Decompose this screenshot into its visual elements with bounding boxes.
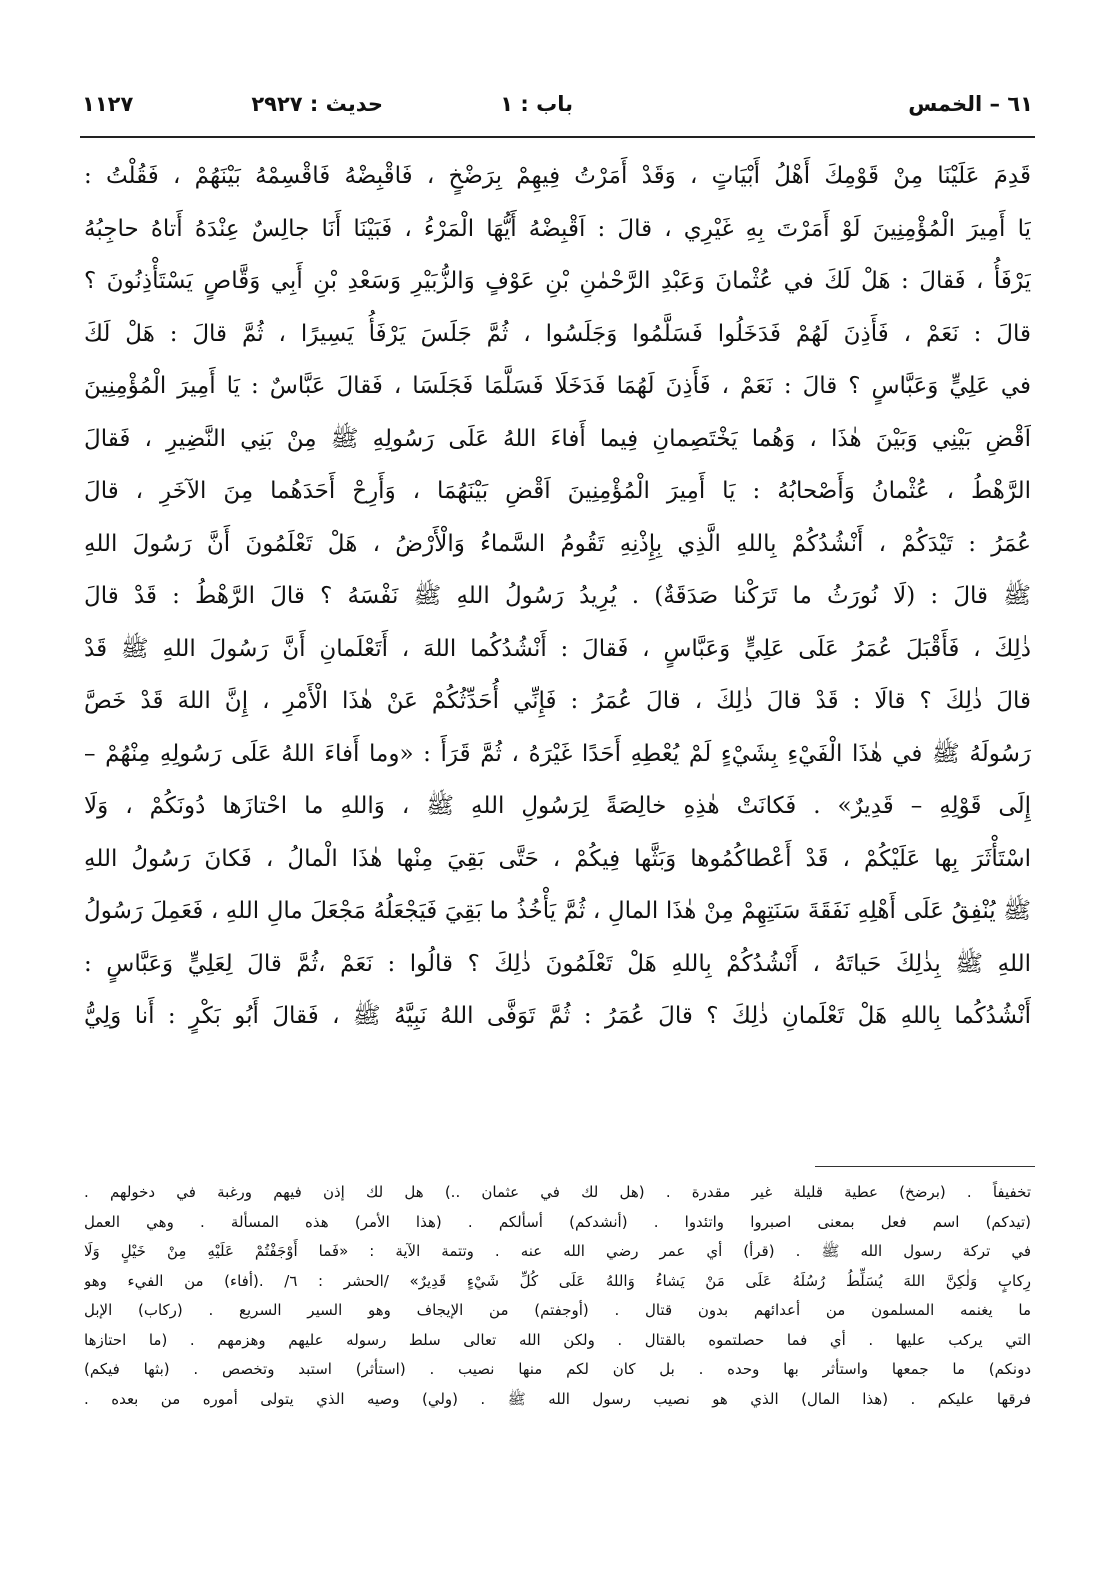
text-line: الرَّهْطُ ، عُثْمانُ وَأَصْحابُهُ : يَا أَمِيرَ الْمُؤْمِنِينَ اَقْضِ بَيْنَهُمَا ، وَأَرِحْ أَحَدَهُما مِنَ الآخَرِ ، قالَ	[84, 478, 1031, 504]
text-line: قالَ ذٰلِكَ ؟ قالَا : قَدْ قالَ ذٰلِكَ ، قالَ عُمَرُ : فَإِنِّي أُحَدِّثُكُمْ عَنْ هٰذَا الْأَمْرِ ، إِنَّ اللهَ قَدْ خَصَّ	[84, 688, 1031, 714]
text-line: في عَلِيٍّ وَعَبَّاسٍ ؟ قالَ : نَعَمْ ، فَأَذِنَ لَهُمَا فَدَخَلَا فَسَلَّمَا فَجَلَسَا ، فَقالَ عَبَّاسٌ : يَا أَمِيرَ الْمُؤْمِنِينَ	[84, 373, 1031, 399]
footnote-line: فرقها عليكم . (هذا المال) الذي هو نصيب رسول الله ﷺ . (ولي) وصيه الذي يتولى أموره من بعده .	[84, 1389, 1031, 1408]
text-line: قالَ : نَعَمْ ، فَأَذِنَ لَهُمْ فَدَخَلُوا فَسَلَّمُوا وَجَلَسُوا ، ثُمَّ جَلَسَ يَرْفَأُ يَسِيرًا ، ثُمَّ قالَ : هَلْ لَكَ	[84, 320, 1031, 347]
chapter-title: ٦١ – الخمس	[908, 92, 1033, 116]
text-line: عُمَرُ : تَيْدَكُمْ ، أَنْشُدُكُمْ بِاللهِ الَّذِي بِإِذْنِهِ تَقُومُ السَّماءُ وَالْأَرْضُ ، هَلْ تَعْلَمُونَ أَنَّ رَسُولَ اللهِ	[84, 530, 1031, 557]
footnote-line: تخفيفاً . (برضخ) عطية قليلة غير مقدرة . (هل لك في عثمان ..) هل لك إذن فيهم ورغبة في دخولهم .	[84, 1183, 1031, 1201]
footnote-line: في تركة رسول الله ﷺ . (قرأ) أي عمر رضي الله عنه . وتتمة الآية : «فَما أَوْجَفْتُمْ عَلَيْهِ مِنْ خَيْلٍ وَلَا	[84, 1242, 1031, 1260]
text-line: يَرْفَأُ ، فَقالَ : هَلْ لَكَ في عُثْمانَ وَعَبْدِ الرَّحْمٰنِ بْنِ عَوْفٍ وَالزُّبَيْرِ وَسَعْدِ بْنِ أَبِي وَقَّاصٍ يَسْتَأْذِنُونَ ؟	[84, 268, 1031, 294]
footnote-line: دونكم) ما جمعها واستأثر بها وحده . بل كان لكم منها نصيب . (استأثر) استبد وتخصص . (بثها فيكم)	[84, 1360, 1031, 1378]
footnote-line: التي يركب عليها . أي فما حصلتموه بالقتال . ولكن الله تعالى سلط رسوله عليهم وهزمهم . (ما احتازها	[84, 1330, 1031, 1349]
text-line: قَدِمَ عَلَيْنَا مِنْ قَوْمِكَ أَهْلُ أَبْيَاتٍ ، وَقَدْ أَمَرْتُ فِيهِمْ بِرَضْخٍ ، فَاقْبِضْهُ فَاقْسِمْهُ بَيْنَهُمْ ، فَقُلْتُ :	[84, 163, 1031, 189]
footnote-separator	[815, 1166, 1035, 1167]
bab-label: باب : ١	[500, 92, 573, 116]
footnote-line: ما يغنمه المسلمون من أعدائهم بدون قتال . (أوجفتم) من الإيجاف وهو السير السريع . (ركاب) الإبل	[84, 1301, 1031, 1319]
hadith-number: حديث : ٢٩٢٧	[251, 92, 383, 116]
text-line: ﷺ قالَ : (لَا نُورَثُ ما تَرَكْنا صَدَقَةٌ) . يُرِيدُ رَسُولُ اللهِ ﷺ نَفْسَهُ ؟ قالَ الرَّهْطُ : قَدْ قالَ	[84, 583, 1031, 609]
text-line: ذٰلِكَ ، فَأَقْبَلَ عُمَرُ عَلَى عَلِيٍّ وَعَبَّاسٍ ، فَقالَ : أَنْشُدُكُما اللهَ ، أَتَعْلَمانِ أَنَّ رَسُولَ اللهِ ﷺ قَدْ	[84, 635, 1031, 662]
text-line: اَقْضِ بَيْنِي وَبَيْنَ هٰذَا ، وَهُما يَخْتَصِمانِ فِيما أَفاءَ اللهُ عَلَى رَسُولِهِ ﷺ مِنْ بَنِي النَّضِيرِ ، فَقالَ	[84, 425, 1031, 452]
text-line: إِلَى قَوْلِهِ – قَدِيرٌ» . فَكانَتْ هٰذِهِ خالِصَةً لِرَسُولِ اللهِ ﷺ ، وَاللهِ ما احْتازَها دُونَكُمْ ، وَلَا	[84, 793, 1031, 819]
text-line: رَسُولَهُ ﷺ في هٰذَا الْفَيْءِ بِشَيْءٍ لَمْ يُعْطِهِ أَحَدًا غَيْرَهُ ، ثُمَّ قَرَأَ : «وما أَفاءَ اللهُ عَلَى رَسُولِهِ مِنْهُمْ –	[84, 740, 1031, 767]
page-header	[82, 84, 1033, 124]
footnote-line: رِكابٍ وَلٰكِنَّ اللهَ يُسَلِّطُ رُسُلَهُ عَلَى مَنْ يَشاءُ وَاللهُ عَلَى كُلِّ شَيْءٍ قَدِيرٌ» /الحشر : ٦/ .(أفاء) من الفيء وهو	[84, 1271, 1031, 1290]
text-line: اللهِ ﷺ بِذٰلِكَ حَياتَهُ ، أَنْشُدُكُمْ بِاللهِ هَلْ تَعْلَمُونَ ذٰلِكَ ؟ قالُوا : نَعَمْ ،ثُمَّ قالَ لِعَلِيٍّ وَعَبَّاسٍ :	[84, 950, 1031, 977]
text-line: أَنْشُدُكُما بِاللهِ هَلْ تَعْلَمانِ ذٰلِكَ ؟ قالَ عُمَرُ : ثُمَّ تَوَفَّى اللهُ نَبِيَّهُ ﷺ ، فَقالَ أَبُو بَكْرٍ : أَنا وَلِيُّ	[84, 1003, 1031, 1029]
text-line: ﷺ يُنْفِقُ عَلَى أَهْلِهِ نَفَقَةَ سَنَتِهِمْ مِنْ هٰذَا المالِ ، ثُمَّ يَأْخُذُ ما بَقِيَ فَيَجْعَلُهُ مَجْعَلَ مالِ اللهِ ، فَعَمِلَ رَسُولُ	[84, 898, 1031, 924]
text-line: اسْتَأْثَرَ بِها عَلَيْكُمْ ، قَدْ أَعْطاكُمُوها وَبَثَّها فِيكُمْ ، حَتَّى بَقِيَ مِنْها هٰذَا الْمالُ ، فَكانَ رَسُولُ اللهِ	[84, 845, 1031, 872]
page-number: ١١٢٧	[82, 92, 134, 116]
hadith-text	[84, 150, 1031, 1043]
footnote-line: (تيدكم) اسم فعل بمعنى اصبروا واتئدوا . (أنشدكم) أسألكم . (هذا الأمر) هذه المسألة . وهي العمل	[84, 1212, 1031, 1231]
header-rule	[80, 136, 1035, 138]
text-line: يَا أَمِيرَ الْمُؤْمِنِينَ لَوْ أَمَرْتَ بِهِ غَيْرِي ، قالَ : اَقْبِضْهُ أَيُّهَا الْمَرْءُ ، فَبَيْنَا أَنَا جالِسٌ عِنْدَهُ أَتاهُ حاجِبُهُ	[84, 215, 1031, 242]
footnotes	[84, 1178, 1031, 1414]
